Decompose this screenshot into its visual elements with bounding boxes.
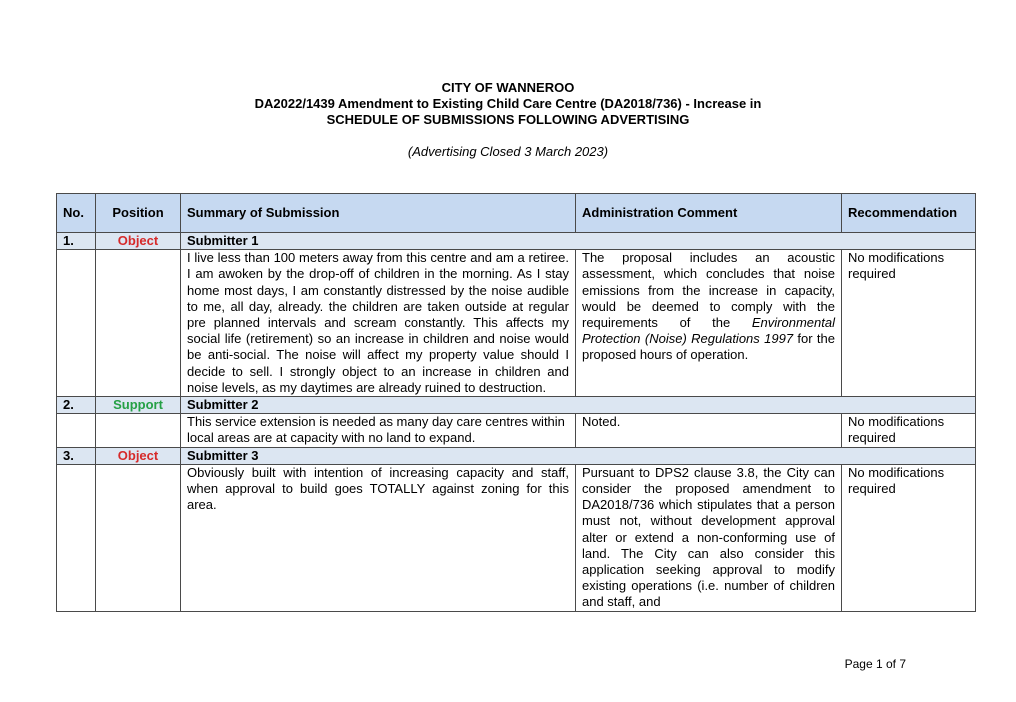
- org-title: CITY OF WANNEROO: [441, 80, 575, 95]
- comment-text: The proposal includes an acoustic assessment, which concludes that noise emissions from the increase in capacity, would be deemed to comply with the requirements of the: [582, 250, 835, 331]
- submission-summary: Obviously built with intention of increasing capacity and staff, when approval to build goes TOTALLY against zoning for this area.: [181, 464, 576, 611]
- recommendation: No modifications required: [842, 464, 976, 611]
- col-header-position: Position: [96, 194, 181, 233]
- submitter-row: [57, 397, 976, 414]
- empty-cell: [96, 464, 181, 611]
- position-object: Object: [96, 233, 181, 250]
- submissions-table: [56, 193, 976, 612]
- page-number: Page 1 of 7: [844, 657, 906, 671]
- table-row: [57, 414, 976, 447]
- table-row: [57, 250, 976, 397]
- document-header: [0, 80, 1016, 160]
- col-header-summary: Summary of Submission: [181, 194, 576, 233]
- comment-text: for the proposed hours of operation.: [582, 331, 836, 363]
- col-header-recommendation: Recommendation: [842, 194, 976, 233]
- empty-cell: [57, 414, 96, 447]
- administration-comment: Pursuant to DPS2 clause 3.8, the City can consider the proposed amendment to DA2018/736 which stipulates that a person must not, without development approval alter or extend a non-conforming use of land. The City can also consider this application seeking approval to modify existing operations (i.e. number of children and staff, and: [576, 464, 842, 611]
- submission-summary: I live less than 100 meters away from this centre and am a retiree. I am awoken by the drop-off of children in the morning. As I stay home most days, I am constantly distressed by the noise audible to me, all day, already. the children are taken outside at regular pre planned intervals and scream constantly. This affects my social life (retirement) so an increase in children and noise would be anti-social. The noise will affect my property value should I decide to sell. I strongly object to an increase in children and noise levels, as my daytimes are already ruined to destruction.: [181, 250, 576, 397]
- administration-comment: Noted.: [576, 414, 842, 447]
- submission-number: 3.: [57, 447, 96, 464]
- position-support: Support: [96, 397, 181, 414]
- schedule-title: SCHEDULE OF SUBMISSIONS FOLLOWING ADVERTISING: [326, 112, 690, 127]
- table-row: [57, 464, 976, 611]
- table-header-row: [57, 194, 976, 233]
- recommendation: No modifications required: [842, 250, 976, 397]
- submission-summary: This service extension is needed as many day care centres within local areas are at capacity with no land to expand.: [181, 414, 576, 447]
- submission-number: 2.: [57, 397, 96, 414]
- recommendation: No modifications required: [842, 414, 976, 447]
- empty-cell: [57, 250, 96, 397]
- position-object: Object: [96, 447, 181, 464]
- col-header-no: No.: [57, 194, 96, 233]
- advertising-closed: (Advertising Closed 3 March 2023): [407, 144, 609, 159]
- col-header-comment: Administration Comment: [576, 194, 842, 233]
- empty-cell: [96, 250, 181, 397]
- administration-comment: [576, 250, 842, 397]
- submitter-row: [57, 233, 976, 250]
- empty-cell: [57, 464, 96, 611]
- empty-cell: [96, 414, 181, 447]
- submitter-name: Submitter 2: [181, 397, 976, 414]
- submission-number: 1.: [57, 233, 96, 250]
- application-title: DA2022/1439 Amendment to Existing Child Care Centre (DA2018/736) - Increase in: [254, 96, 762, 111]
- submitter-name: Submitter 3: [181, 447, 976, 464]
- submitter-row: [57, 447, 976, 464]
- submitter-name: Submitter 1: [181, 233, 976, 250]
- regulation-title: Environmental Protection (Noise) Regulations 1997: [582, 315, 835, 347]
